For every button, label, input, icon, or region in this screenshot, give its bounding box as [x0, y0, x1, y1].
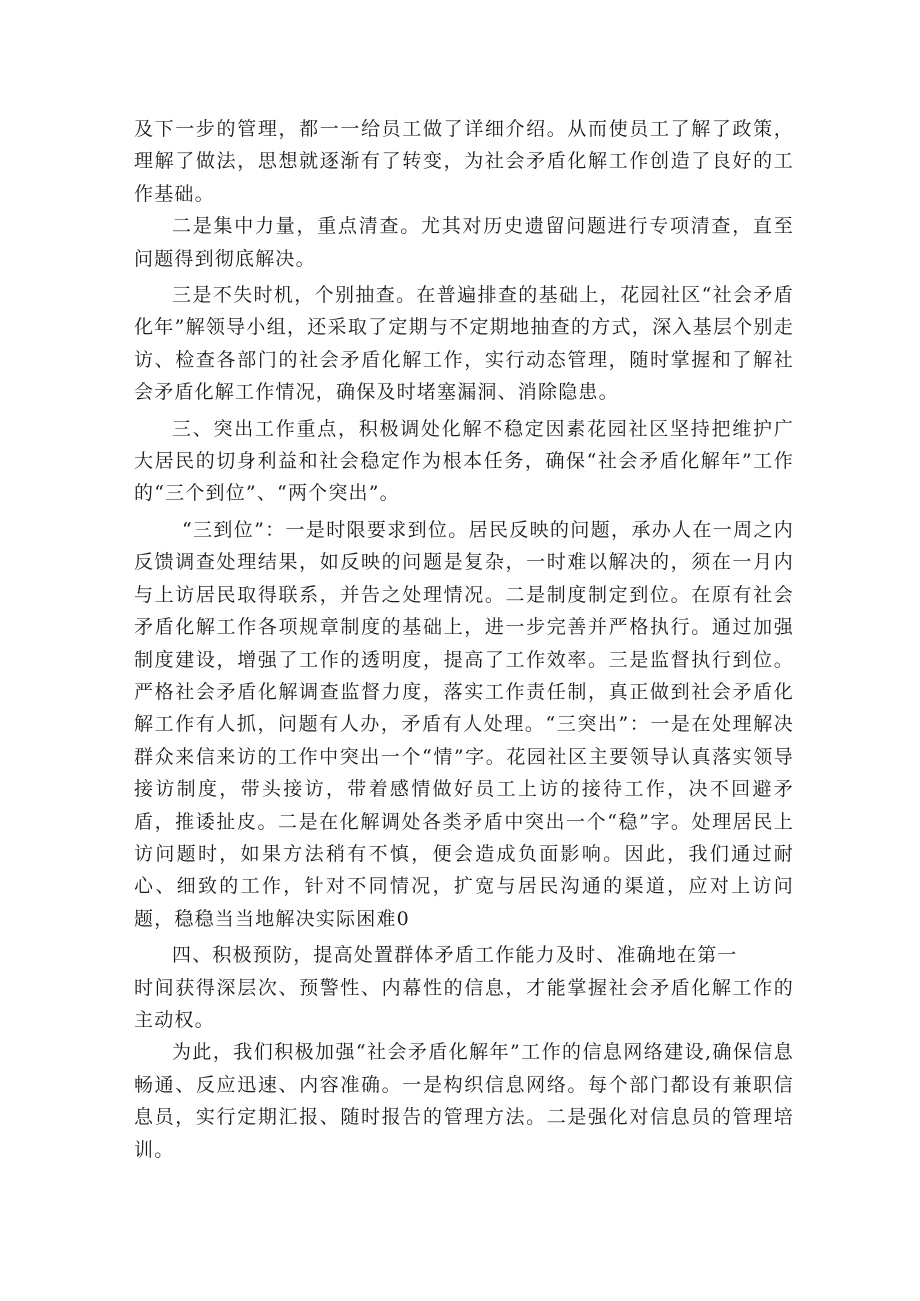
paragraph-spot-check: 三是不失时机，个别抽查。在普遍排查的基础上，花园社区“社会矛盾化年”解领导小组，还采取了定期与不定期地抽查的方式，深入基层个别走访、检查各部门的社会矛盾化解工作，实行动态管理，随时掌握和了解社会矛盾化解工作情况，确保及时堵塞漏洞、消除隐患。 [134, 284, 794, 404]
paragraph-three-in-place: “三到位”：一是时限要求到位。居民反映的问题，承办人在一周之内反馈调查处理结果，如反映的问题是复杂，一时难以解决的，须在一月内与上访居民取得联系，并告之处理情况。二是制度制定到位。在原有社会矛盾化解工作各项规章制度的基础上，进一步完善并严格执行。通过加强制度建设，增强了工作的透明度，提高了工作效率。三是监督执行到位。严格社会矛盾化解调查监督力度，落实工作责任制，真正做到社会矛盾化解工作有人抓，问题有人办，矛盾有人处理。“三突出”：一是在处理解决群众来信来访的工作中突出一个“情”字。花园社区主要领导认真落实领导接访制度，带头接访，带着感情做好员工上访的接待工作，决不回避矛盾，推诿扯皮。二是在化解调处各类矛盾中突出一个“稳”字。处理居民上访问题时，如果方法稍有不慎，便会造成负面影响。因此，我们通过耐心、细致的工作，针对不同情况，扩宽与居民沟通的渠道，应对上访问题，稳稳当当地解决实际困难0 [134, 518, 794, 930]
paragraph-information-network: 为此，我们积极加强“社会矛盾化解年”工作的信息网络建设,确保信息畅通、反应迅速、内容准确。一是构织信息网络。每个部门都设有兼职信息员，实行定期汇报、随时报告的管理方法。二是强化对信息员的管理培训。 [134, 1041, 794, 1161]
document-body [134, 113, 794, 1170]
paragraph-concentrated-inspection: 二是集中力量，重点清查。尤其对历史遗留问题进行专项清查，直至问题得到彻底解决。 [134, 215, 794, 270]
paragraph-section-four-continued: 时间获得深层次、预警性、内幕性的信息，才能掌握社会矛盾化解工作的主动权。 [134, 976, 794, 1031]
paragraph-section-four: 四、积极预防，提高处置群体矛盾工作能力及时、准确地在第一 [172, 944, 738, 967]
paragraph-section-three: 三、突出工作重点，积极调处化解不稳定因素花园社区坚持把维护广大居民的切身利益和社会稳定作为根本任务，确保“社会矛盾化解年”工作的“三个到位”、“两个突出”。 [134, 417, 794, 505]
paragraph-continuation: 及下一步的管理，都一一给员工做了详细介绍。从而使员工了解了政策，理解了做法，思想就逐渐有了转变，为社会矛盾化解工作创造了良好的工作基础。 [134, 118, 794, 205]
